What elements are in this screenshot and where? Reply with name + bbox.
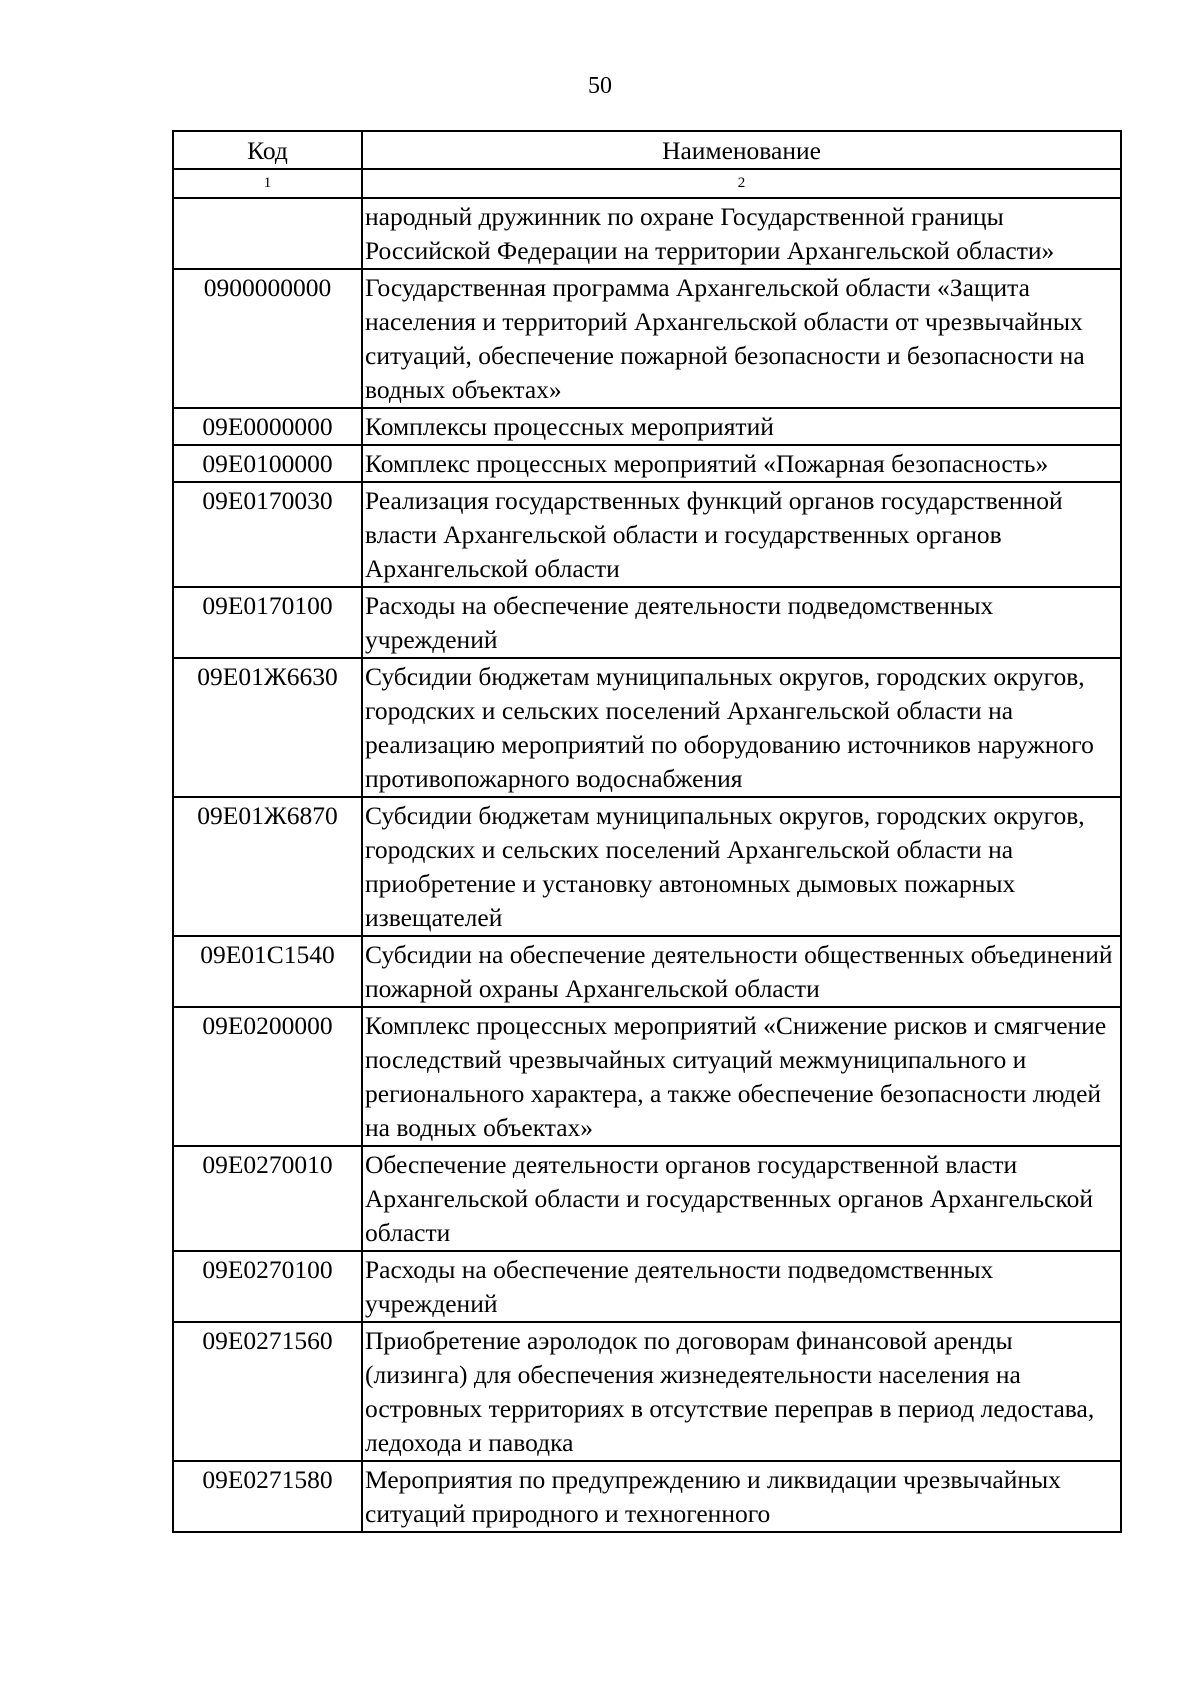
row-code: 09Е0100000 bbox=[173, 445, 362, 482]
row-code: 09Е01С1540 bbox=[173, 936, 362, 1007]
column-number-2: 2 bbox=[362, 169, 1121, 198]
table-row bbox=[173, 408, 1121, 445]
row-code bbox=[173, 198, 362, 269]
row-name: Комплекс процессных мероприятий «Пожарная безопасность» bbox=[362, 445, 1121, 482]
table-row bbox=[173, 797, 1121, 936]
column-number-row bbox=[173, 169, 1121, 198]
table-row bbox=[173, 1251, 1121, 1322]
header-row bbox=[173, 131, 1121, 169]
table-row bbox=[173, 269, 1121, 408]
table-row bbox=[173, 658, 1121, 797]
table-row bbox=[173, 936, 1121, 1007]
table-row bbox=[173, 587, 1121, 658]
row-name: Комплексы процессных мероприятий bbox=[362, 408, 1121, 445]
row-code: 09Е0270010 bbox=[173, 1146, 362, 1251]
row-code: 0900000000 bbox=[173, 269, 362, 408]
row-name: Обеспечение деятельности органов государственной власти Архангельской области и государственных органов Архангельской области bbox=[362, 1146, 1121, 1251]
table-row bbox=[173, 482, 1121, 587]
row-code: 09Е0170100 bbox=[173, 587, 362, 658]
row-name: Комплекс процессных мероприятий «Снижение рисков и смягчение последствий чрезвычайных ситуаций межмуниципального и регионального характера, а также обеспечение безопасности людей на водных объектах» bbox=[362, 1007, 1121, 1146]
budget-code-table bbox=[172, 130, 1122, 1533]
table-row bbox=[173, 1322, 1121, 1461]
page-number: 50 bbox=[588, 73, 612, 99]
row-name: Мероприятия по предупреждению и ликвидации чрезвычайных ситуаций природного и техногенного bbox=[362, 1461, 1121, 1532]
table-row bbox=[173, 198, 1121, 269]
row-code: 09Е01Ж6630 bbox=[173, 658, 362, 797]
header-name: Наименование bbox=[362, 131, 1121, 169]
row-name: Расходы на обеспечение деятельности подведомственных учреждений bbox=[362, 1251, 1121, 1322]
table-row bbox=[173, 1461, 1121, 1532]
row-name: Субсидии на обеспечение деятельности общественных объединений пожарной охраны Архангельской области bbox=[362, 936, 1121, 1007]
row-name: Реализация государственных функций органов государственной власти Архангельской области и государственных органов Архангельской области bbox=[362, 482, 1121, 587]
column-number-1: 1 bbox=[173, 169, 362, 198]
table-row bbox=[173, 445, 1121, 482]
row-name: народный дружинник по охране Государственной границы Российской Федерации на территории Архангельской области» bbox=[362, 198, 1121, 269]
row-name: Субсидии бюджетам муниципальных округов, городских округов, городских и сельских поселений Архангельской области на реализацию мероприятий по оборудованию источников наружного противопожарного водоснабжения bbox=[362, 658, 1121, 797]
row-code: 09Е0270100 bbox=[173, 1251, 362, 1322]
row-code: 09Е0200000 bbox=[173, 1007, 362, 1146]
row-code: 09Е0271580 bbox=[173, 1461, 362, 1532]
row-name: Государственная программа Архангельской области «Защита населения и территорий Архангельской области от чрезвычайных ситуаций, обеспечение пожарной безопасности и безопасности на водных объектах» bbox=[362, 269, 1121, 408]
row-code: 09Е01Ж6870 bbox=[173, 797, 362, 936]
row-name: Субсидии бюджетам муниципальных округов, городских округов, городских и сельских поселений Архангельской области на приобретение и установку автономных дымовых пожарных извещателей bbox=[362, 797, 1121, 936]
row-code: 09Е0271560 bbox=[173, 1322, 362, 1461]
table-row bbox=[173, 1007, 1121, 1146]
row-name: Расходы на обеспечение деятельности подведомственных учреждений bbox=[362, 587, 1121, 658]
header-code: Код bbox=[173, 131, 362, 169]
row-name: Приобретение аэролодок по договорам финансовой аренды (лизинга) для обеспечения жизнедеятельности населения на островных территориях в отсутствие переправ в период ледостава, ледохода и паводка bbox=[362, 1322, 1121, 1461]
row-code: 09Е0000000 bbox=[173, 408, 362, 445]
row-code: 09Е0170030 bbox=[173, 482, 362, 587]
table-row bbox=[173, 1146, 1121, 1251]
